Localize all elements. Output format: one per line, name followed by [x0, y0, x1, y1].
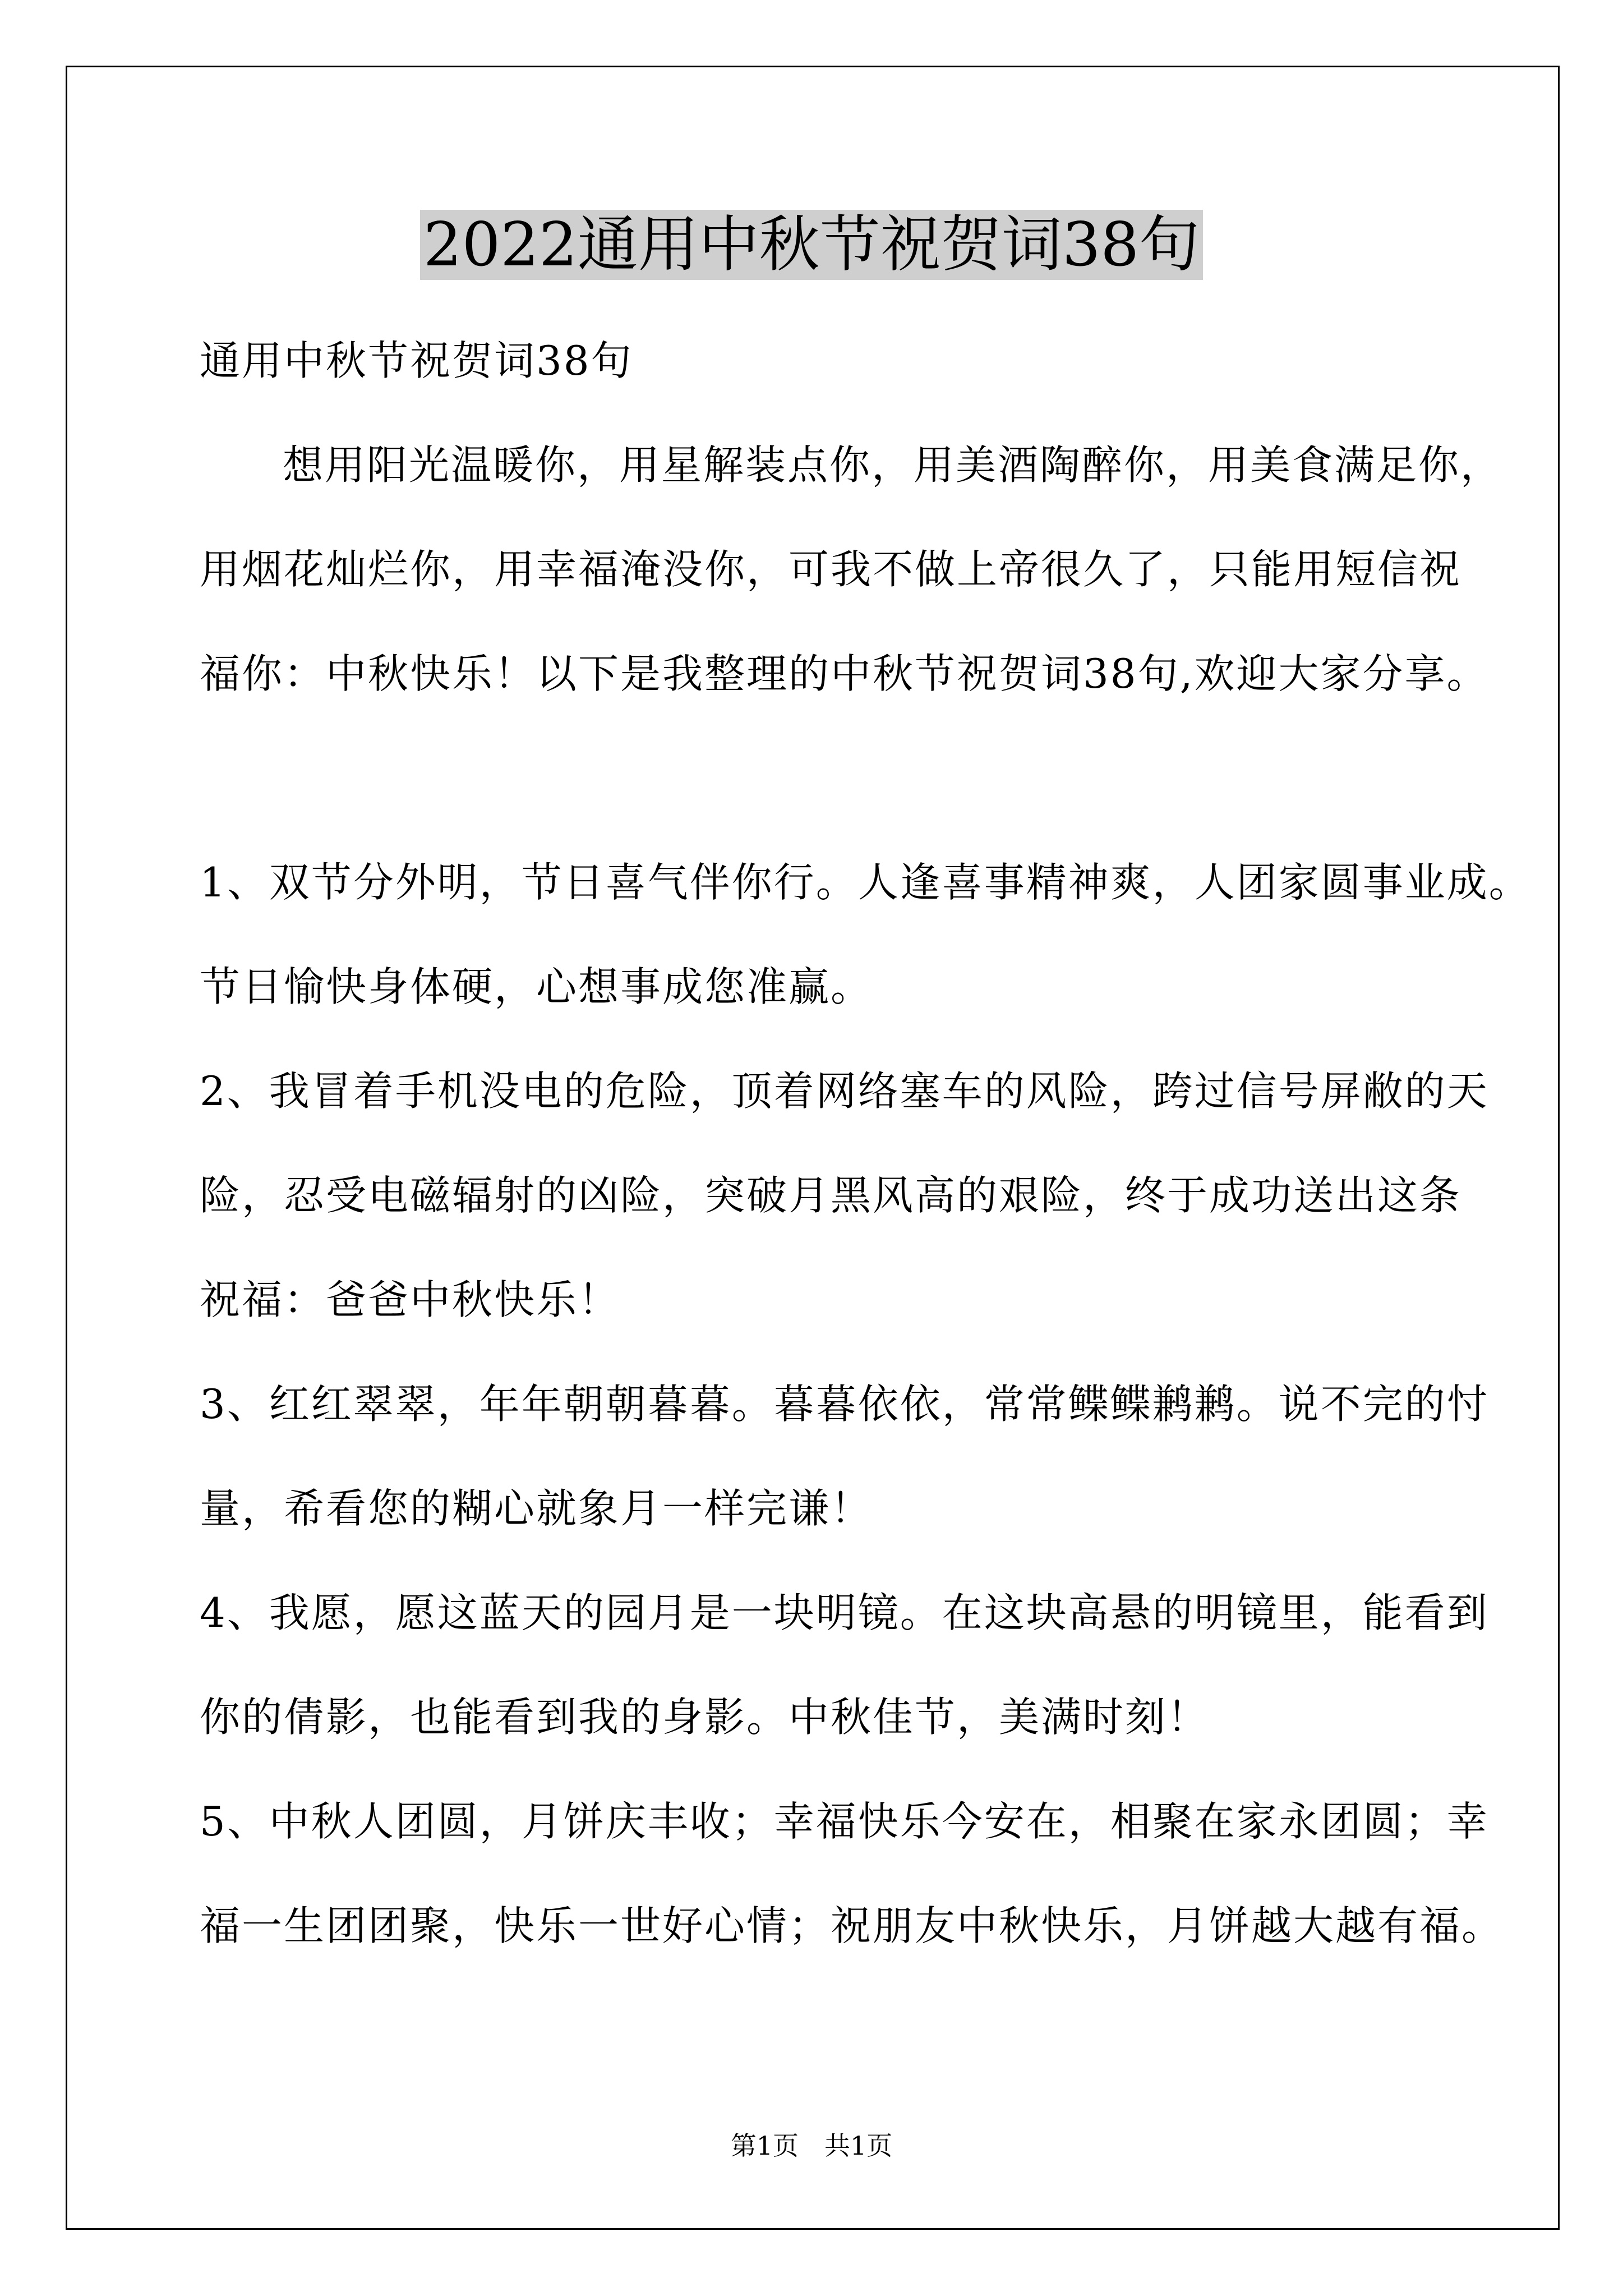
intro-line: 想用阳光温暖你，用星解装点你，用美酒陶醉你，用美食满足你， — [283, 441, 1503, 489]
intro-line: 用烟花灿烂你，用幸福淹没你，可我不做上帝很久了，只能用短信祝 — [200, 546, 1462, 593]
page-footer: 第1页 共1页 — [730, 2131, 893, 2161]
item-line: 险，忍受电磁辐射的凶险，突破月黑风高的艰险，终于成功送出这条 — [200, 1172, 1462, 1219]
document-body — [200, 309, 1531, 1978]
subtitle: 通用中秋节祝贺词38句 — [200, 337, 633, 384]
blank-line — [200, 726, 1433, 830]
intro-line: 福你：中秋快乐！以下是我整理的中秋节祝贺词38句,欢迎大家分享。 — [200, 650, 1489, 697]
item-line: 5、中秋人团圆，月饼庆丰收；幸福快乐今安在，相聚在家永团圆；幸 — [200, 1798, 1489, 1845]
item-line: 节日愉快身体硬，心想事成您准赢。 — [200, 963, 873, 1010]
item-line: 2、我冒着手机没电的危险，顶着网络塞车的风险，跨过信号屏敝的天 — [200, 1068, 1489, 1115]
item-line: 福一生团团聚，快乐一世好心情；祝朋友中秋快乐，月饼越大越有福。 — [200, 1902, 1504, 1949]
item-line: 1、双节分外明，节日喜气伴你行。人逢喜事精神爽，人团家圆事业成。 — [200, 859, 1531, 906]
item-line: 你的倩影，也能看到我的身影。中秋佳节，美满时刻！ — [200, 1694, 1210, 1741]
item-line: 量，希看您的糊心就象月一样完谦！ — [200, 1485, 873, 1532]
document-title-text: 2022通用中秋节祝贺词38句 — [420, 210, 1203, 280]
item-line: 4、我愿，愿这蓝天的园月是一块明镜。在这块高悬的明镜里，能看到 — [200, 1589, 1489, 1636]
item-line: 3、红红翠翠，年年朝朝暮暮。暮暮依依，常常鲽鲽鹣鹣。说不完的忖 — [200, 1381, 1489, 1428]
document-title — [0, 203, 1623, 287]
item-line: 祝福：爸爸中秋快乐！ — [200, 1276, 621, 1323]
